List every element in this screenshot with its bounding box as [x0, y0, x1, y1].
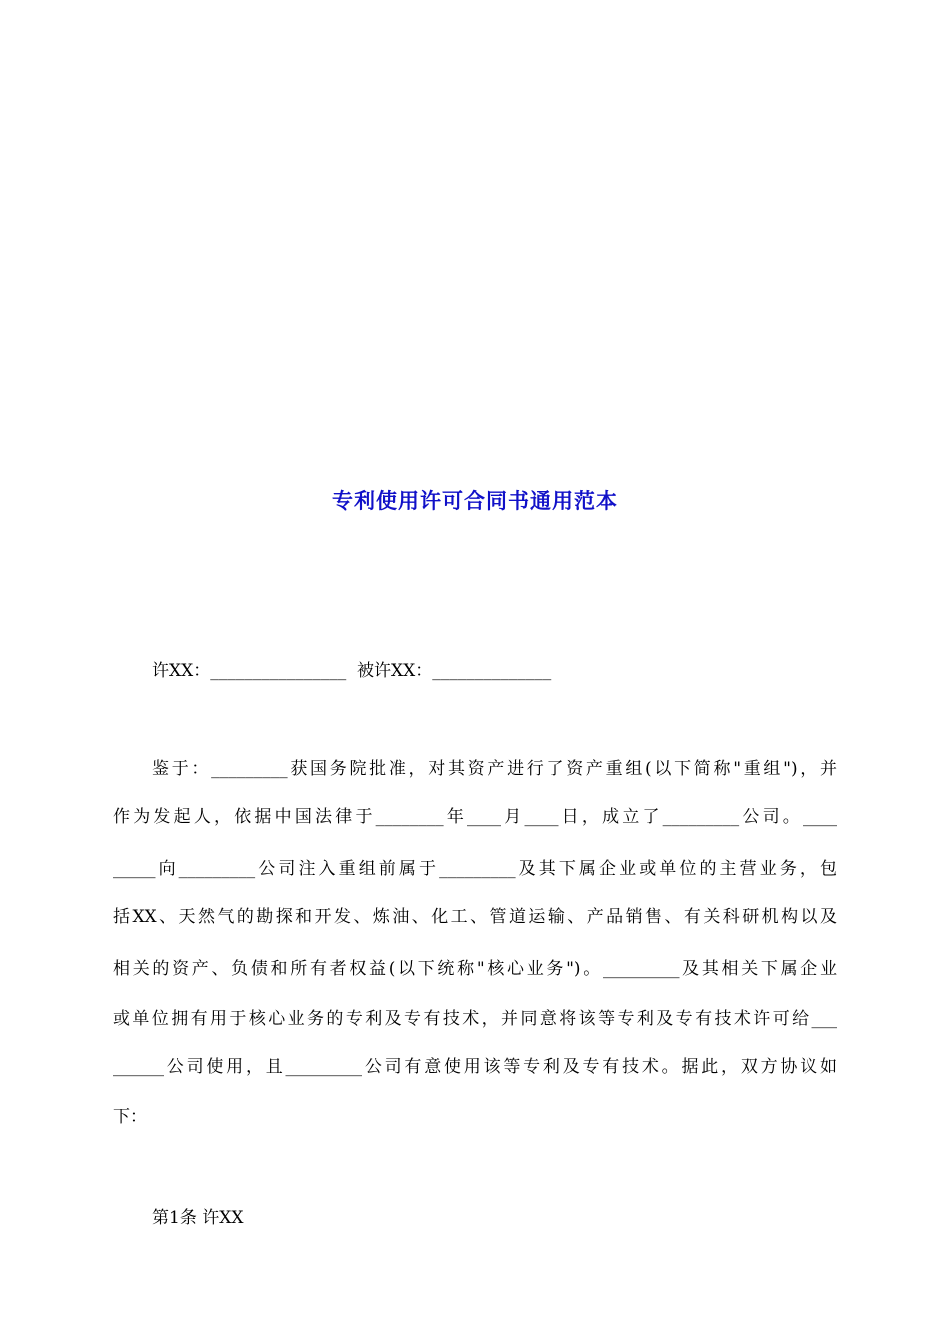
licensor-label: 许XX：: [152, 661, 211, 681]
recital-line: 作为发起人，依据中国法律于________年____月____日，成立了_________公司。____: [113, 807, 837, 827]
recital-line: 下：: [113, 1107, 147, 1127]
parties-line: [152, 658, 551, 684]
licensee-label: 被许XX：: [357, 661, 433, 681]
document-title: 专利使用许可合同书通用范本: [332, 489, 618, 513]
recital-line: 鉴于：_________获国务院批准，对其资产进行了资产重组(以下简称"重组")，并: [152, 759, 837, 779]
recital-line: 括XX、天然气的勘探和开发、炼油、化工、管道运输、产品销售、有关科研机构以及: [113, 907, 837, 927]
recital-line: 或单位拥有用于核心业务的专利及专有技术，并同意将该等专利及专有技术许可给___: [113, 1009, 837, 1029]
article-1-heading: 第1条 许XX: [152, 1208, 244, 1228]
recital-line: _____向_________公司注入重组前属于_________及其下属企业或单位的主营业务，包: [113, 859, 837, 879]
recital-line: ______公司使用，且_________公司有意使用该等专利及专有技术。据此，双方协议如: [113, 1057, 837, 1077]
licensor-blank: ________________: [210, 661, 347, 681]
licensee-blank: ______________: [432, 661, 552, 681]
recital-line: 相关的资产、负债和所有者权益(以下统称"核心业务")。_________及其相关下属企业: [113, 959, 837, 979]
